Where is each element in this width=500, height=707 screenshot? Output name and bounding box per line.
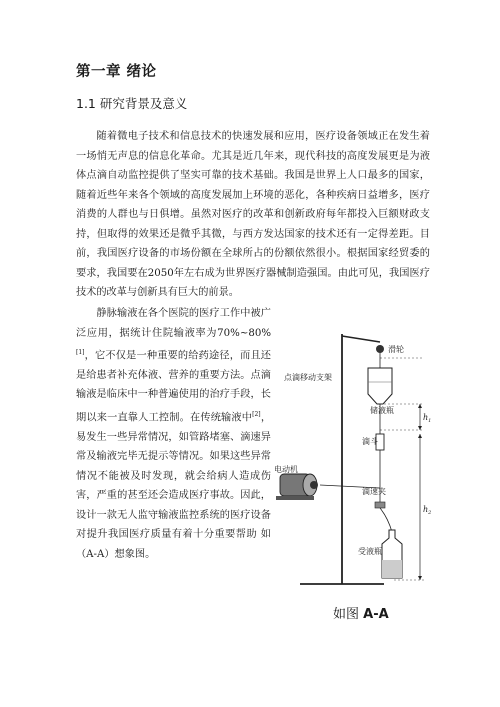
pulley-icon	[376, 345, 384, 353]
paragraph-background: 随着微电子技术和信息技术的快速发展和应用，医疗设备领域正在发生着一场悄无声息的信息化革命。尤其是近几年来，现代科技的高度发展更是为液体点滴自动监控提供了坚实可靠的技术基础。我国是世界上人口最多的国家，随着近些年来各个领域的高度发展加上环境的恶化，各种疾病日益增多，医疗消费的人群也与日俱增。虽然对医疗的改革和创新政府每年都投入巨额财政支持，但取得的效果还是微乎其微，与西方发达国家的技术还有一定得差距。目前，我国医疗设备的市场份额在全球所占的份额依然很小。根据国家经贸委的要求，我国要在2050年左右成为世界医疗器械制造强国。由此可见，我国医疗技术的改革与创新具有巨大的前景。	[76, 131, 430, 298]
label-drip: 滴斗	[362, 437, 378, 446]
caption-prefix: 如图	[333, 607, 360, 622]
citation-2: [2]	[252, 410, 261, 418]
stand-arm	[342, 336, 380, 342]
label-h2: $h_2$	[423, 505, 432, 516]
paragraph-text-a: 静脉输液在各个医院的医疗工作中被广泛应用，据统计住院输液率为70%~80%	[76, 308, 271, 339]
paragraph-infusion	[76, 304, 271, 564]
paragraph-text-c: ，易发生一些异常情况，如管路堵塞、滴速异常及输液完毕无提示等情况。如果这些异常情况不能被及时发现，就会给病人造成伤害，严重的甚至还会造成医疗事故。因此，设计一款无人监守输液监控系统的医疗设备对提升我国医疗质量有着十分重要帮助 如（A-A）想象图。	[76, 412, 272, 560]
chapter-title: 第一章 绪论	[76, 63, 157, 80]
label-pulley: 滑轮	[388, 345, 404, 354]
label-receiver: 受液瓶	[358, 547, 382, 556]
flow-clamp-icon	[375, 502, 385, 508]
paragraph-text-b: ，它不仅是一种重要的给药途径，而且还是给患者补充体液、营养的重要方法。点滴输液是临床中一种普遍使用的治疗手段，长期以来一直靠人工控制。在传统输液中	[76, 350, 271, 424]
storage-bottle-icon	[368, 368, 392, 404]
label-stand: 点滴移动支架	[284, 373, 332, 382]
motor-icon	[276, 474, 318, 500]
label-h1: $h_1$	[423, 413, 432, 424]
figure-caption	[333, 603, 389, 622]
citation-1: [1]	[76, 349, 85, 356]
label-bottle: 储液瓶	[370, 406, 394, 415]
infusion-diagram	[262, 322, 442, 622]
label-motor: 电动机	[274, 465, 298, 474]
section-title: 1.1 研究背景及意义	[76, 96, 188, 111]
label-clamp: 滴速夹	[362, 487, 386, 496]
caption-code: A-A	[363, 607, 389, 622]
